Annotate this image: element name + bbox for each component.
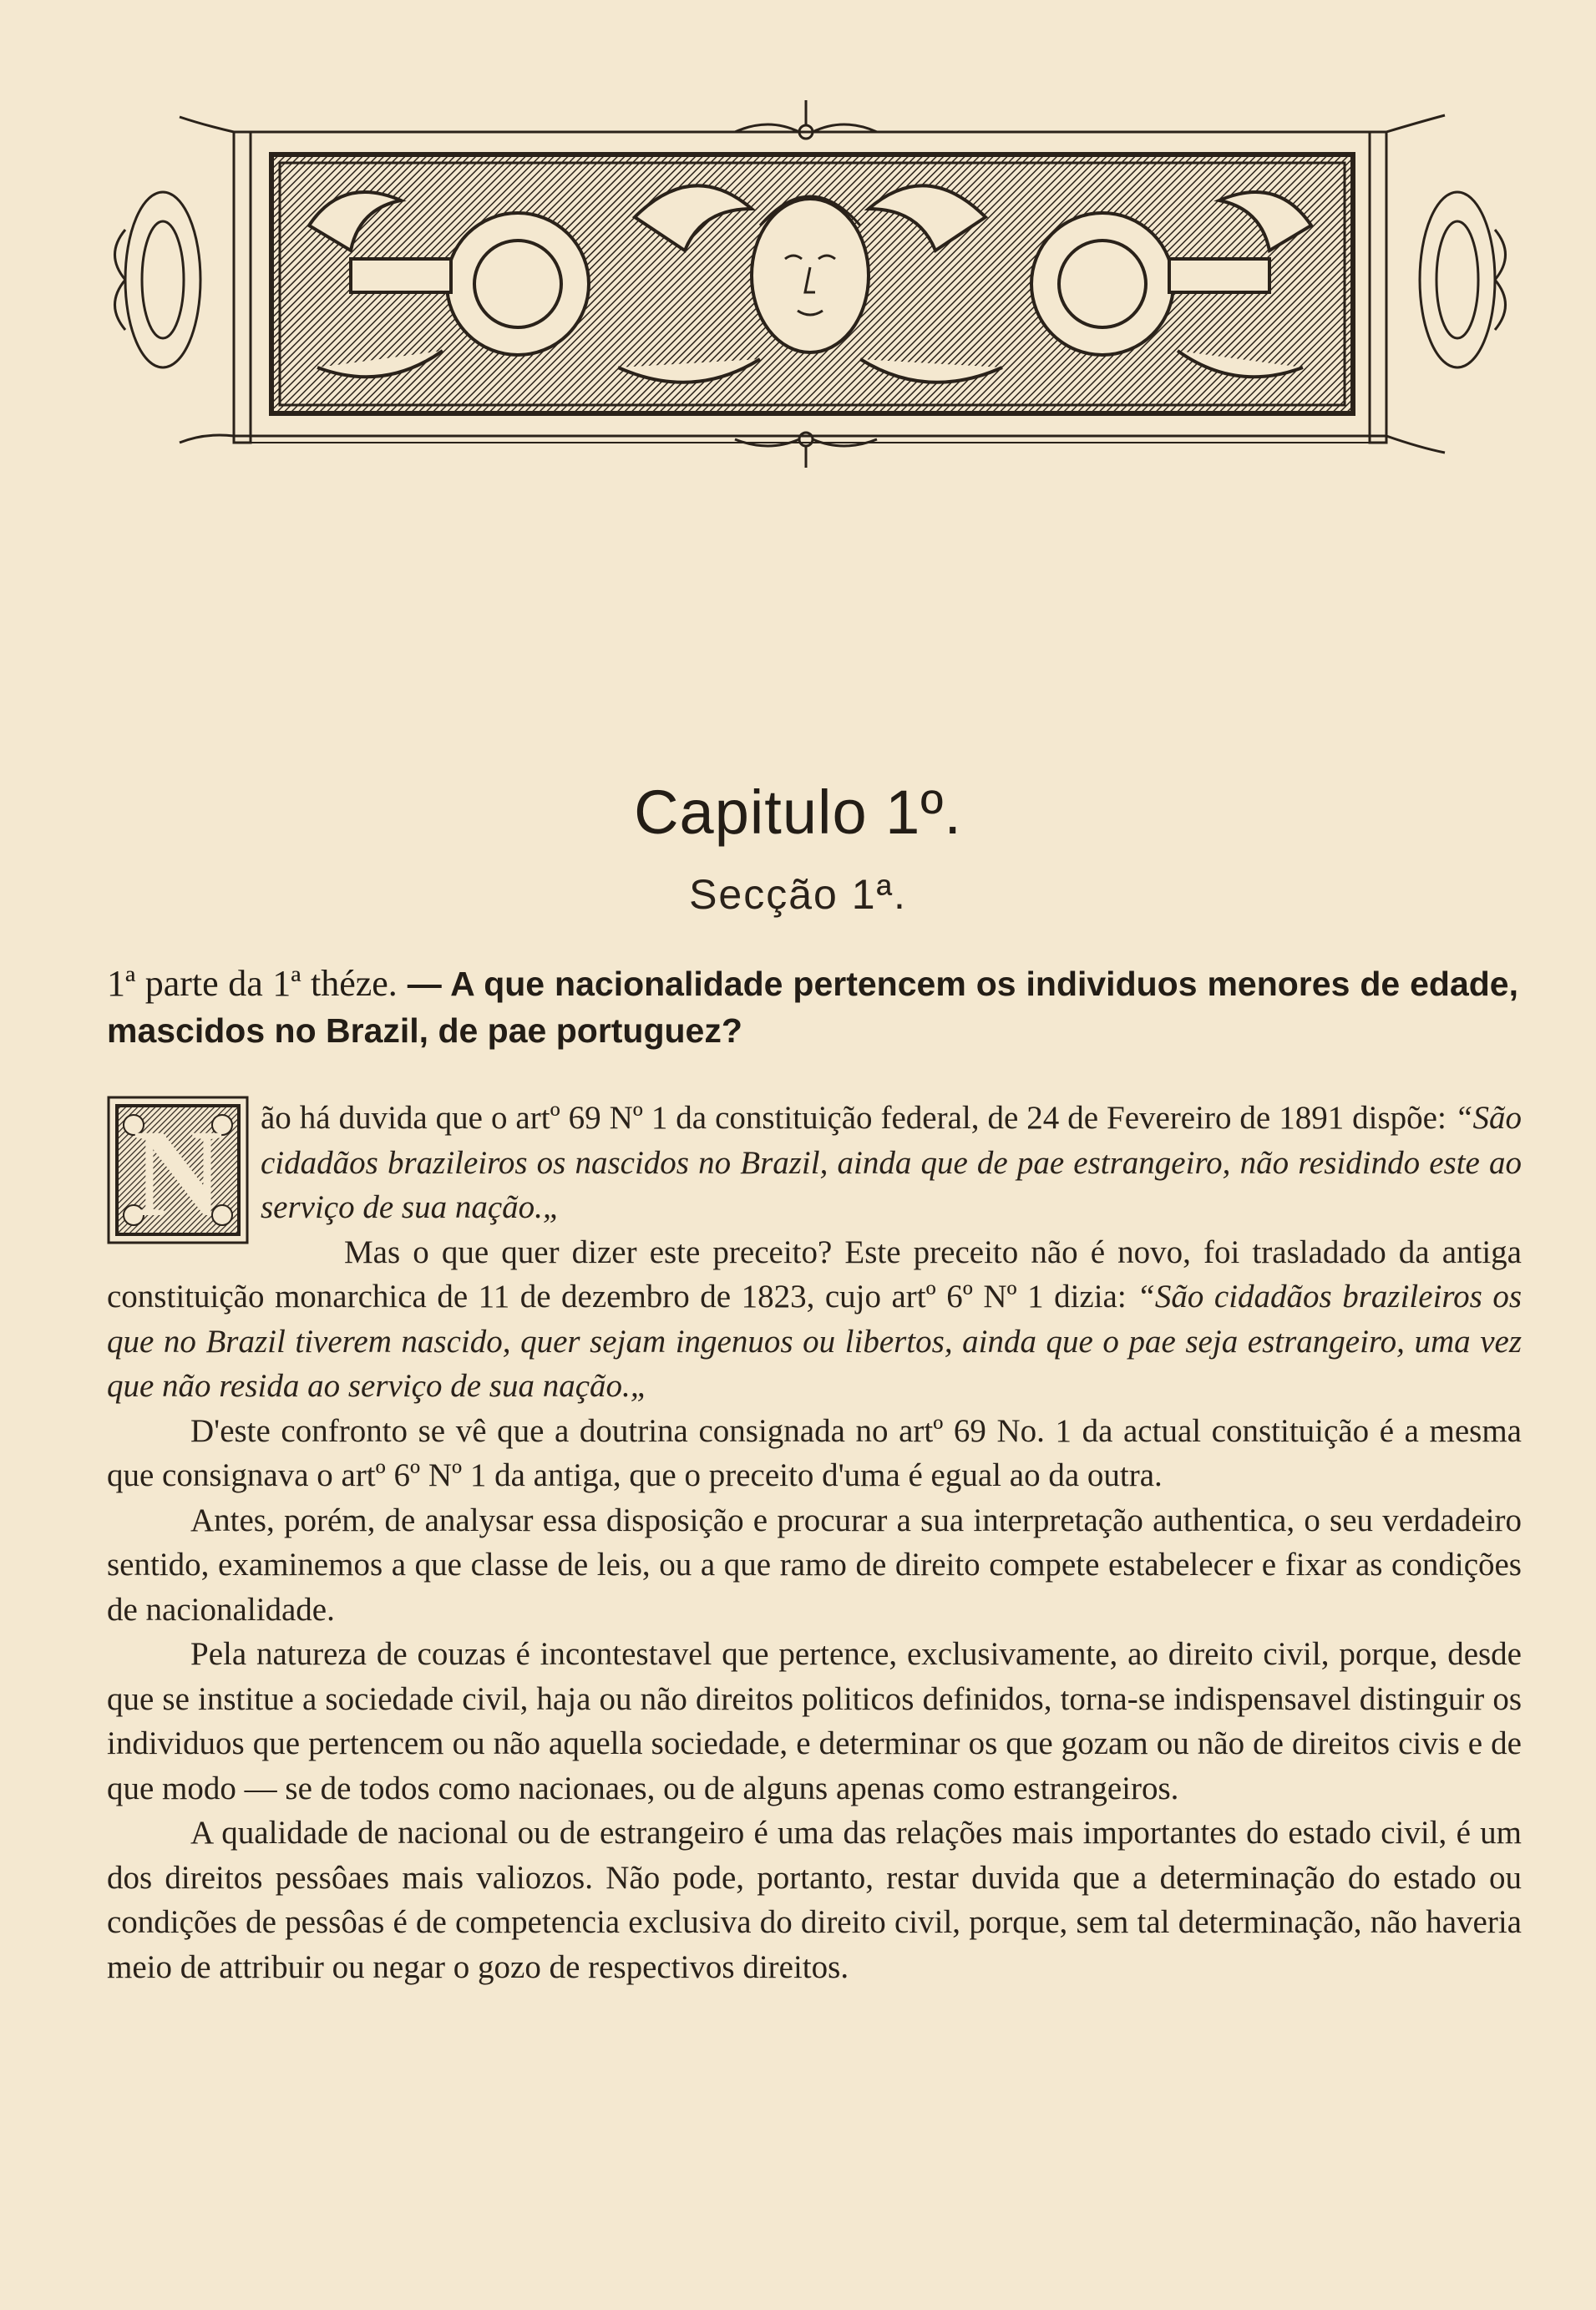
paragraph-6: A qualidade de nacional ou de estrangeiro é uma das relações mais importantes do estado civil, é um dos direitos pessôaes mais valiozos. Não pode, portanto, restar duvida que a determinação do estado ou condições de pessôas é de competencia exclusiva do direito civil, porque, sem tal determinação, não haveria meio de attribuir ou negar o gozo de respectivos direitos.: [107, 1815, 1522, 1985]
paragraph-1-text: ão há duvida que o artº 69 Nº 1 da constituição federal, de 24 de Fevereiro de 1891 dispõe:: [261, 1100, 1455, 1136]
section-title: Secção 1ª.: [689, 871, 907, 918]
dropcap-letter: N: [132, 1104, 224, 1243]
dropcap-initial: [107, 1096, 249, 1244]
paragraph-5: Pela natureza de couzas é incontestavel que pertence, exclusivamente, ao direito civil, porque, desde que se institue a sociedade civil, haja ou não direitos politicos definidos, torna-se indispensavel distinguir os individuos que pertencem ou não aquella sociedade, e determinar os que gozam ou não de direitos civis e de que modo — se de todos como nacionaes, ou de alguns apenas como estrangeiros.: [107, 1636, 1522, 1806]
thesis-question-text: — A que nacionalidade pertencem os individuos menores de edade, mascidos no Brazil, de pae portuguez?: [107, 965, 1519, 1050]
paragraph-4: Antes, porém, de analysar essa disposição e procurar a sua interpretação authentica, o seu verdadeiro sentido, examinemos a que classe de leis, ou a que ramo de direito compete estabelecer e fixar as condições de nacionalidade.: [107, 1502, 1522, 1628]
chapter-title: Capitulo 1º.: [634, 778, 962, 847]
paragraph-2-quote: “São cidadãos brazileiros os que no Brazil tiverem nascido, quer sejam ingenuos ou libertos, ainda que o pae seja estrangeiro, uma vez que não resida ao serviço de sua nação.„: [107, 1279, 1522, 1404]
thesis-question: [107, 960, 1518, 1054]
paragraph-2: [107, 1230, 1522, 1409]
body-text: [107, 1096, 1522, 1989]
paragraph-3: D'este confronto se vê que a doutrina consignada no artº 69 No. 1 da actual constituição é a mesma que consignava o artº 6º Nº 1 da antiga, que o preceito d'uma é egual ao da outra.: [107, 1412, 1522, 1493]
paragraph-2-text: Mas o que quer dizer este preceito? Este preceito não é novo, foi trasladado da antiga constituição monarchica de 11 de dezembro de 1823, cujo artº 6º Nº 1 dizia:: [107, 1234, 1522, 1315]
thesis-lead: 1ª parte da 1ª théze.: [107, 963, 398, 1004]
ornamental-header-band: [100, 92, 1520, 468]
paragraph-1-quote: “São cidadãos brazileiros os nascidos no Brazil, ainda que de pae estrangeiro, não residindo este ao serviço de sua nação.„: [261, 1100, 1522, 1225]
paragraph-1: [107, 1096, 1522, 1243]
